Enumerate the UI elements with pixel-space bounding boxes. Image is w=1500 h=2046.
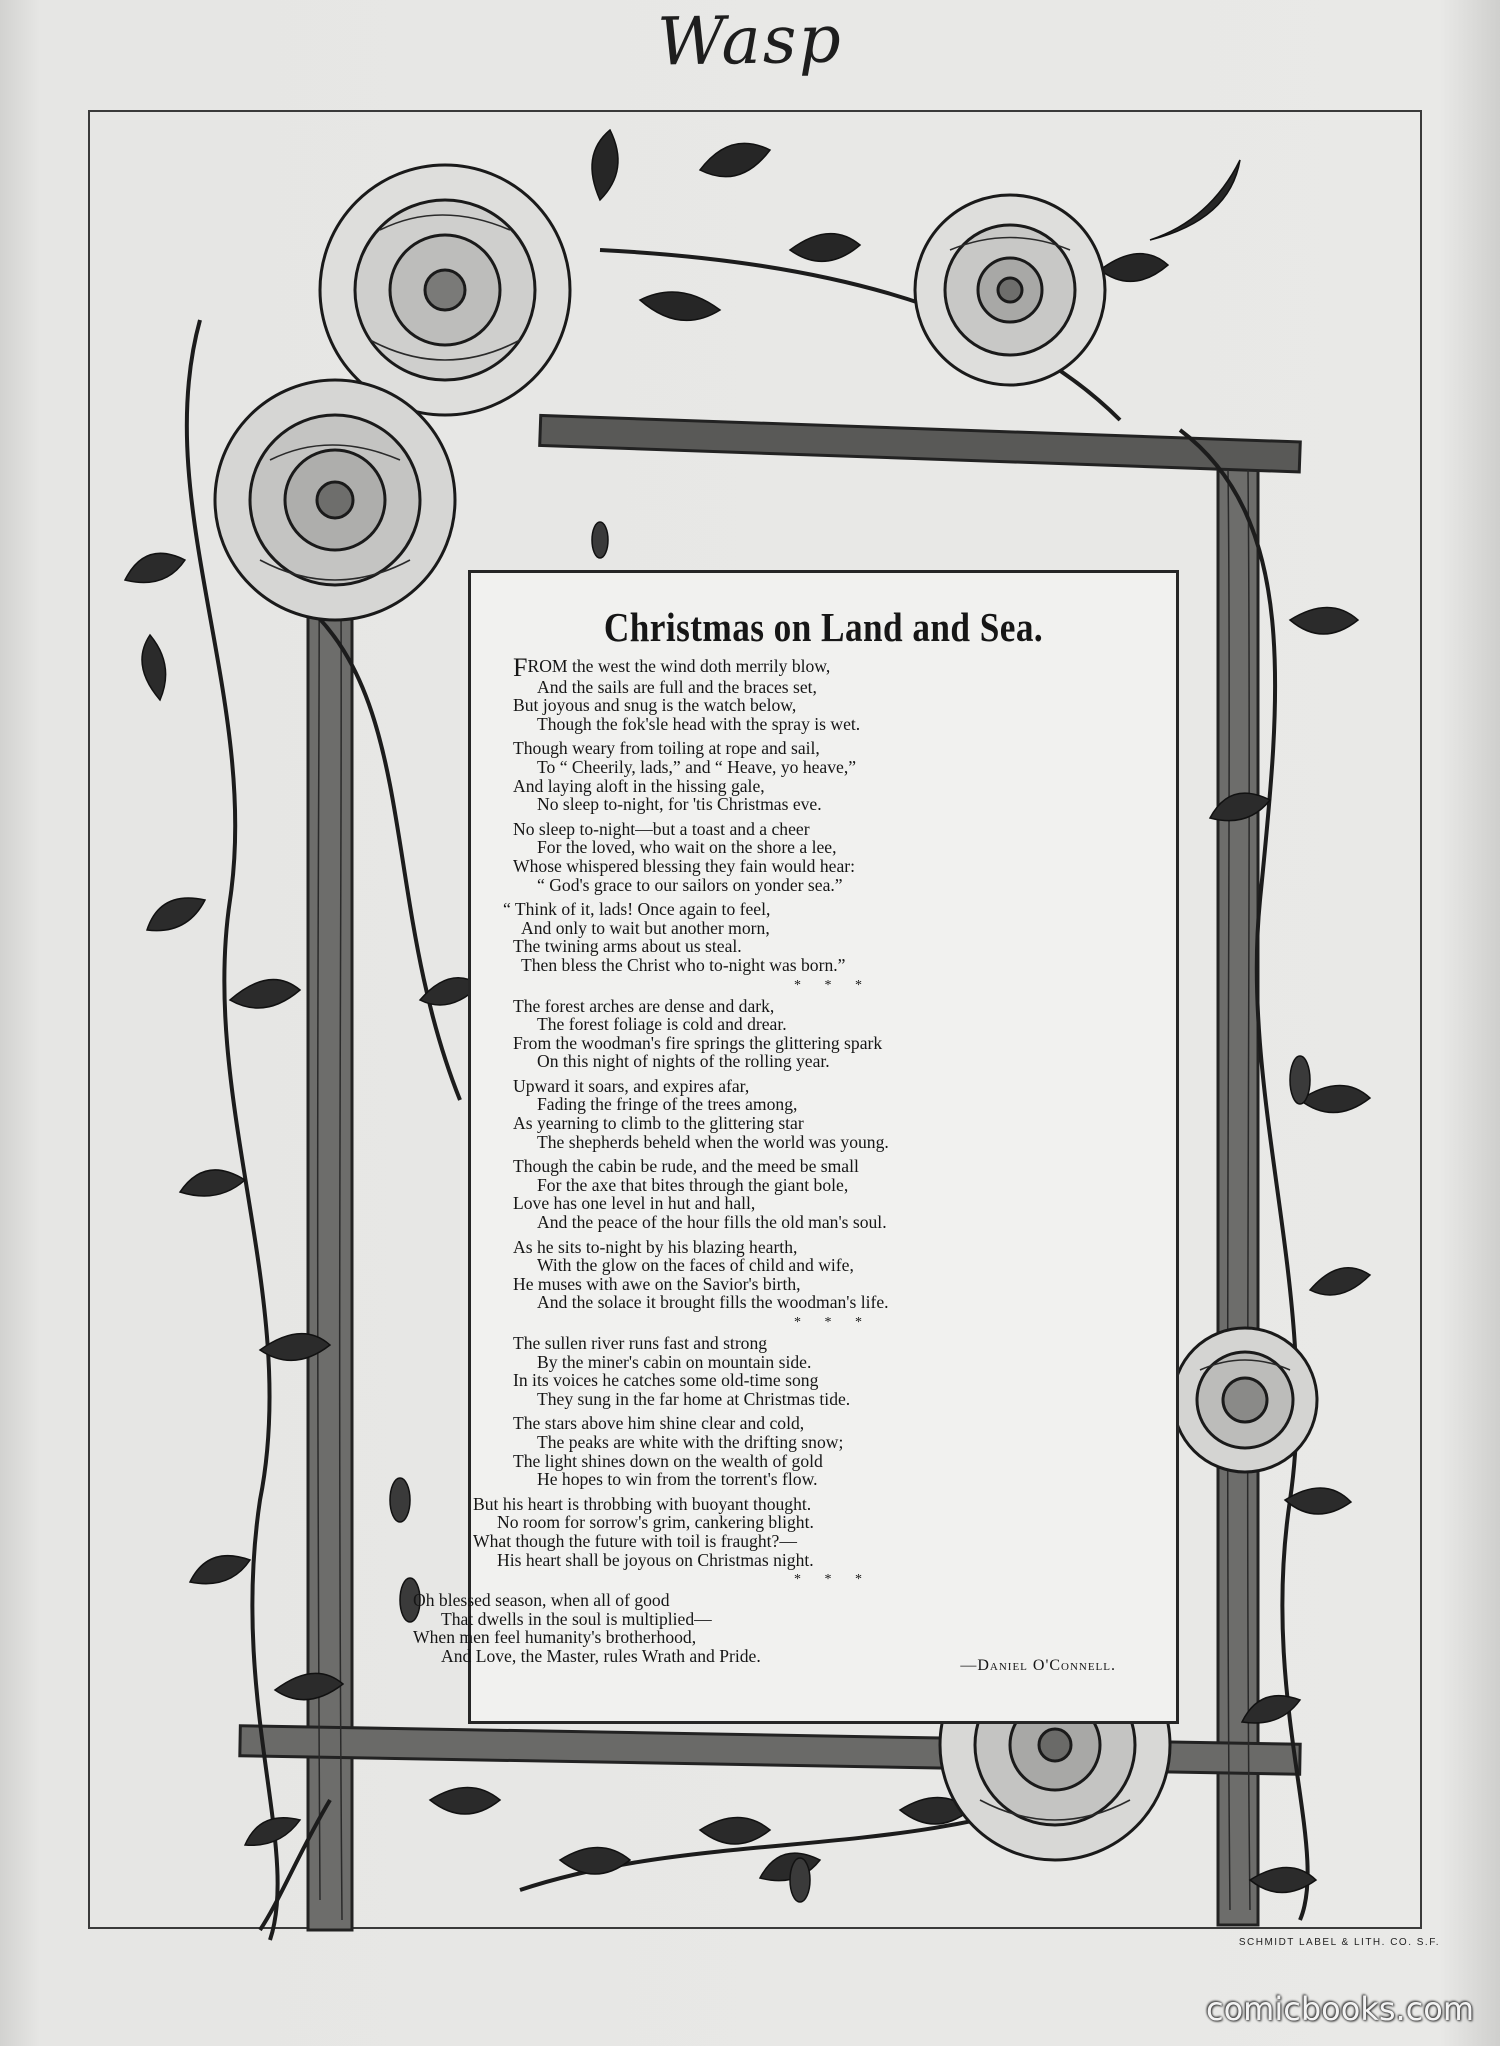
poem-line: When men feel humanity's brotherhood, [413, 1627, 697, 1648]
poem-line: Though weary from toiling at rope and sail, [513, 738, 820, 759]
poem-body [413, 653, 1173, 1672]
poem-line: The sullen river runs fast and strong [513, 1333, 768, 1353]
poem-line: That dwells in the soul is multiplied— [441, 1608, 712, 1629]
poem-line: Though the cabin be rude, and the meed be small [513, 1156, 859, 1177]
stanza-3 [493, 820, 1173, 894]
poem-title: Christmas on Land and Sea. [603, 604, 1044, 650]
section-separator: * * * [794, 977, 872, 993]
poem-line: FROM the west the wind doth merrily blow, [513, 653, 831, 682]
poem-line: “ Think of it, lads! Once again to feel, [503, 899, 771, 920]
poem-line: No sleep to-night—but a toast and a cheer [513, 818, 810, 839]
poem-line: The forest foliage is cold and drear. [537, 1014, 787, 1035]
poem-line: With the glow on the faces of child and wife, [537, 1255, 854, 1276]
poem-line: And the sails are full and the braces set, [537, 676, 817, 697]
stanza-12 [413, 1591, 1173, 1665]
flower-right [1173, 1328, 1317, 1472]
poem-line: Then bless the Christ who to-night was born.” [521, 954, 846, 975]
poem-line: As he sits to-night by his blazing hearth, [513, 1236, 798, 1257]
poem-line: They sung in the far home at Christmas tide. [537, 1388, 851, 1409]
poem-line: And only to wait but another morn, [521, 917, 770, 938]
poem-line: And the peace of the hour fills the old man's soul. [537, 1212, 887, 1233]
poem-line: And the solace it brought fills the woodman's life. [537, 1292, 889, 1313]
poem-line: The stars above him shine clear and cold, [513, 1413, 805, 1434]
poem-line: The twining arms about us steal. [513, 936, 742, 957]
masthead-logo: Wasp [656, 0, 844, 81]
frame-post-right [1218, 445, 1258, 1925]
poem-line: To “ Cheerily, lads,” and “ Heave, yo heave,” [537, 756, 857, 777]
poem-line: But joyous and snug is the watch below, [513, 695, 797, 716]
poem-line: In its voices he catches some old-time song [513, 1370, 819, 1391]
poem-panel [413, 570, 1179, 1724]
frame-beam-top [540, 415, 1301, 472]
section-separator: * * * [794, 1315, 872, 1330]
poem-line: Upward it soars, and expires afar, [513, 1075, 750, 1096]
poem-line: The peaks are white with the drifting snow; [537, 1431, 844, 1452]
poem-line: He hopes to win from the torrent's flow. [537, 1469, 818, 1490]
poem-line: The forest arches are dense and dark, [513, 995, 775, 1016]
flower-left [215, 380, 455, 620]
printer-credit: SCHMIDT LABEL & LITH. CO. S.F. [1238, 1937, 1440, 1948]
stanza-4 [493, 900, 1173, 974]
poem-line: For the axe that bites through the giant bole, [537, 1174, 849, 1195]
frame-post-left [308, 450, 352, 1930]
poem-line: For the loved, who wait on the shore a lee, [537, 837, 837, 858]
poem-line: No sleep to-night, for 'tis Christmas eve. [537, 794, 822, 815]
poem-line: Love has one level in hut and hall, [513, 1193, 756, 1214]
stanza-9 [493, 1334, 1173, 1408]
poem-line: He muses with awe on the Savior's birth, [513, 1273, 801, 1294]
stanza-10 [493, 1414, 1173, 1488]
drop-cap: F [513, 653, 528, 682]
section-separator: * * * [794, 1572, 872, 1588]
poem-line: No room for sorrow's grim, cankering blight. [497, 1512, 814, 1533]
stanza-6 [493, 1077, 1173, 1151]
flower-top-right [915, 195, 1105, 385]
stanza-5 [493, 997, 1173, 1071]
poem-line: Fading the fringe of the trees among, [537, 1094, 798, 1115]
poem-line: Oh blessed season, when all of good [413, 1590, 670, 1611]
flower-top-left [320, 165, 570, 415]
stanza-8 [493, 1238, 1173, 1312]
poem-line: Though the fok'sle head with the spray is wet. [537, 713, 861, 734]
stanza-7 [493, 1157, 1173, 1231]
poem-line: “ God's grace to our sailors on yonder sea.” [537, 874, 843, 895]
poem-line: On this night of nights of the rolling year. [537, 1051, 830, 1072]
poem-line: The shepherds beheld when the world was young. [537, 1131, 889, 1152]
stanza-2 [493, 739, 1173, 813]
poem-line: What though the future with toil is fraught?— [473, 1530, 797, 1551]
poem-line: But his heart is throbbing with buoyant thought. [473, 1493, 812, 1514]
poem-line: The light shines down on the wealth of gold [513, 1450, 823, 1471]
poem-line: And Love, the Master, rules Wrath and Pride. [441, 1645, 761, 1666]
stanza-1 [493, 653, 1173, 734]
poem-line: As yearning to climb to the glittering star [513, 1113, 804, 1134]
poem-line: From the woodman's fire springs the glittering spark [513, 1032, 883, 1053]
stanza-11 [473, 1495, 1173, 1569]
poem-line: And laying aloft in the hissing gale, [513, 775, 765, 796]
poem-signature: —Daniel O'Connell. [960, 1657, 1116, 1674]
watermark: comicbooks.com [1205, 1990, 1474, 2028]
poem-line: Whose whispered blessing they fain would hear: [513, 855, 856, 876]
poem-line: His heart shall be joyous on Christmas night. [497, 1549, 814, 1570]
poem-line: By the miner's cabin on mountain side. [537, 1351, 812, 1372]
